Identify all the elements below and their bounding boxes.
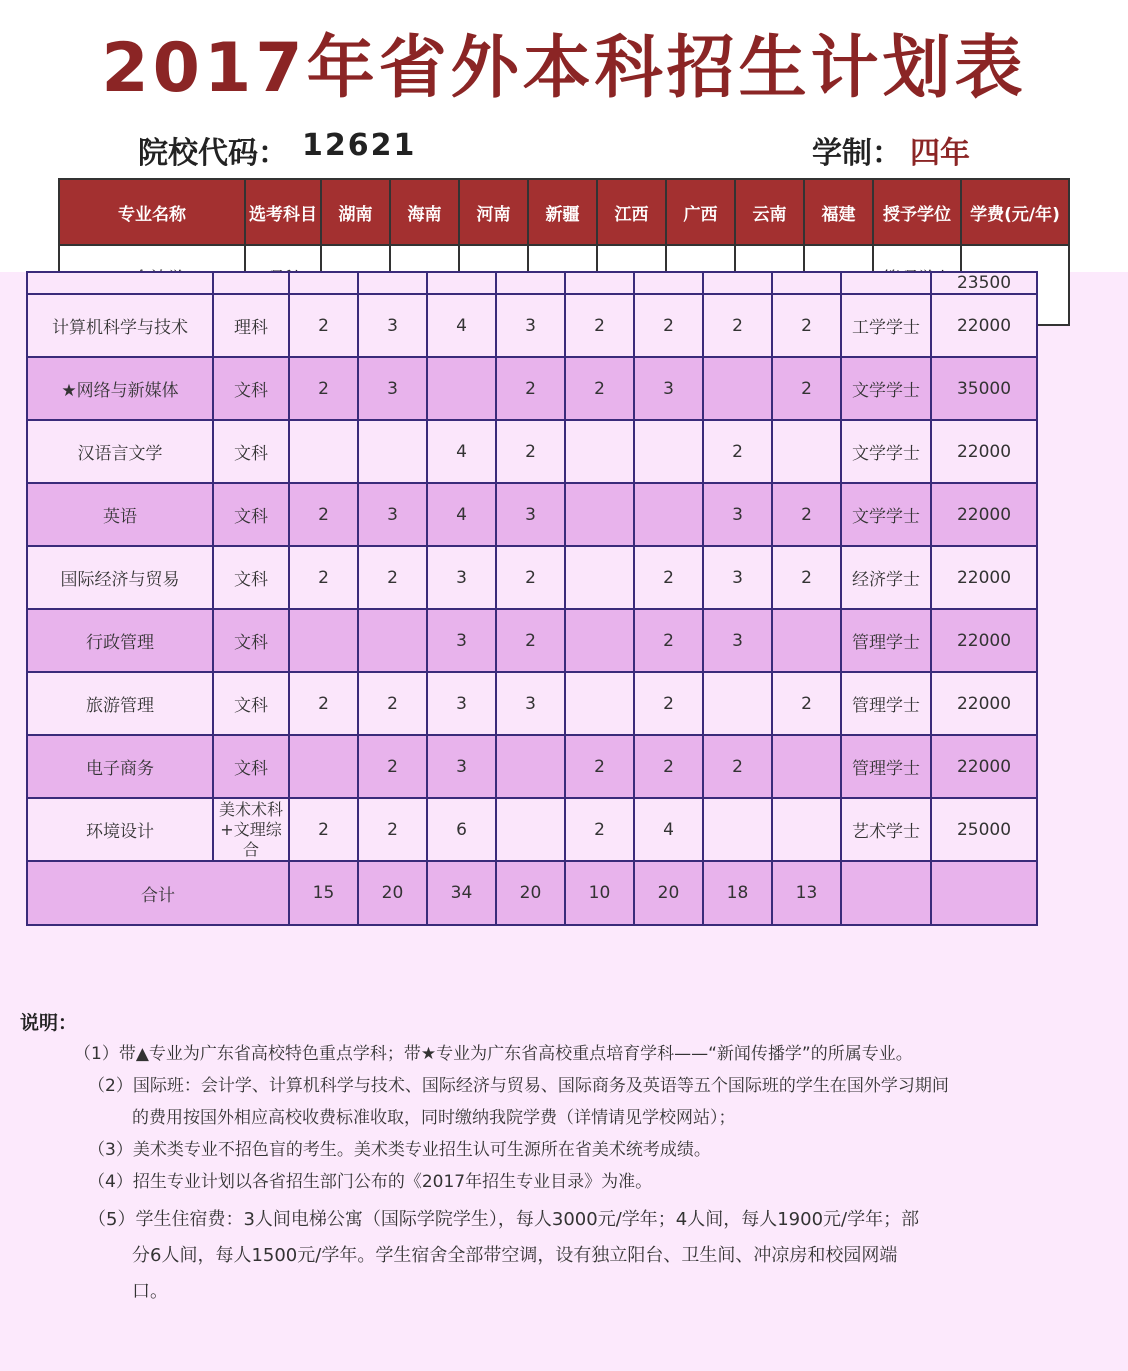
major-cell: 国际经济与贸易 <box>27 546 213 609</box>
fee-cell: 22000 <box>931 483 1037 546</box>
header-cell: 专业名称 <box>59 179 245 245</box>
quota-cell: 2 <box>772 357 841 420</box>
major-cell: ★网络与新媒体 <box>27 357 213 420</box>
quota-cell: 2 <box>772 294 841 357</box>
total-cell: 18 <box>703 861 772 925</box>
quota-cell <box>289 609 358 672</box>
quota-cell <box>634 420 703 483</box>
quota-cell: 3 <box>496 483 565 546</box>
quota-cell: 2 <box>358 735 427 798</box>
fee-cell: 22000 <box>931 609 1037 672</box>
quota-cell <box>634 483 703 546</box>
header-cell: 福建 <box>804 179 873 245</box>
quota-cell: 2 <box>703 294 772 357</box>
quota-cell <box>703 357 772 420</box>
fee-cell: 35000 <box>931 357 1037 420</box>
quota-cell: 2 <box>289 798 358 861</box>
degree-cell: 文学学士 <box>841 483 931 546</box>
subject-cell: 文科 <box>213 609 289 672</box>
quota-cell <box>703 798 772 861</box>
quota-cell: 2 <box>289 294 358 357</box>
major-cell: 环境设计 <box>27 798 213 861</box>
quota-cell: 3 <box>358 294 427 357</box>
note-5-end: 口。 <box>132 1281 168 1302</box>
header-cell: 湖南 <box>321 179 390 245</box>
quota-cell: 2 <box>772 672 841 735</box>
quota-cell <box>358 420 427 483</box>
plan-table <box>26 271 1038 926</box>
header-cell: 学费(元/年) <box>961 179 1069 245</box>
empty-cell <box>931 861 1037 925</box>
header-cell: 海南 <box>390 179 459 245</box>
note-2: （2）国际班：会计学、计算机科学与技术、国际经济与贸易、国际商务及英语等五个国际班的学生在国外学习期间 <box>88 1076 949 1096</box>
quota-cell <box>565 420 634 483</box>
total-cell: 34 <box>427 861 496 925</box>
subject-cell: 文科 <box>213 357 289 420</box>
header-cell: 云南 <box>735 179 804 245</box>
quota-cell <box>703 672 772 735</box>
table-row <box>27 357 1037 420</box>
quota-cell: 3 <box>358 357 427 420</box>
quota-cell <box>565 609 634 672</box>
header-cell: 授予学位 <box>873 179 961 245</box>
quota-cell: 2 <box>496 609 565 672</box>
quota-cell: 2 <box>358 672 427 735</box>
quota-cell <box>496 798 565 861</box>
fee-cell: 22000 <box>931 672 1037 735</box>
quota-cell: 2 <box>565 798 634 861</box>
duration-label: 学制： <box>812 136 902 171</box>
total-cell: 20 <box>634 861 703 925</box>
quota-cell <box>565 546 634 609</box>
quota-cell: 3 <box>427 546 496 609</box>
table-row <box>27 609 1037 672</box>
degree-cell: 文学学士 <box>841 357 931 420</box>
fee-cell: 23500 <box>931 272 1037 294</box>
header-cell: 广西 <box>666 179 735 245</box>
degree-cell: 管理学士 <box>841 672 931 735</box>
quota-cell: 2 <box>565 735 634 798</box>
quota-cell: 6 <box>427 798 496 861</box>
notes-title: 说明： <box>20 1012 78 1034</box>
note-4: （4）招生专业计划以各省招生部门公布的《2017年招生专业目录》为准。 <box>88 1172 653 1192</box>
header-cell: 江西 <box>597 179 666 245</box>
subject-cell: 文科 <box>213 672 289 735</box>
quota-cell: 2 <box>289 672 358 735</box>
quota-cell: 3 <box>427 672 496 735</box>
quota-cell: 4 <box>427 483 496 546</box>
quota-cell: 2 <box>634 609 703 672</box>
quota-cell: 2 <box>358 798 427 861</box>
quota-cell: 2 <box>358 546 427 609</box>
header-cell: 新疆 <box>528 179 597 245</box>
quota-cell: 2 <box>634 294 703 357</box>
quota-cell <box>289 420 358 483</box>
subject-cell: 文科 <box>213 735 289 798</box>
quota-cell <box>565 672 634 735</box>
quota-cell: 3 <box>427 609 496 672</box>
quota-cell: 2 <box>289 357 358 420</box>
quota-cell: 3 <box>358 483 427 546</box>
quota-cell: 3 <box>634 357 703 420</box>
degree-cell: 文学学士 <box>841 420 931 483</box>
note-1: （1）带▲专业为广东省高校特色重点学科；带★专业为广东省高校重点培育学科——“新闻传播学”的所属专业。 <box>74 1044 913 1064</box>
degree-cell: 经济学士 <box>841 546 931 609</box>
major-cell: 电子商务 <box>27 735 213 798</box>
total-cell: 10 <box>565 861 634 925</box>
total-cell: 13 <box>772 861 841 925</box>
major-cell: 汉语言文学 <box>27 420 213 483</box>
quota-cell: 2 <box>703 735 772 798</box>
table-row <box>27 483 1037 546</box>
table-row <box>27 798 1037 861</box>
quota-cell: 4 <box>427 420 496 483</box>
quota-cell <box>358 609 427 672</box>
quota-cell: 3 <box>703 609 772 672</box>
degree-cell: 管理学士 <box>841 609 931 672</box>
major-cell: 计算机科学与技术 <box>27 294 213 357</box>
page-title: 2017年省外本科招生计划表 <box>101 29 1027 108</box>
fee-cell: 22000 <box>931 735 1037 798</box>
degree-cell: 工学学士 <box>841 294 931 357</box>
quota-cell <box>427 357 496 420</box>
fee-cell: 25000 <box>931 798 1037 861</box>
quota-cell: 3 <box>703 546 772 609</box>
total-label: 合计 <box>27 861 289 925</box>
quota-cell: 4 <box>427 294 496 357</box>
quota-cell <box>772 735 841 798</box>
subject-cell: 理科 <box>213 294 289 357</box>
table-row <box>27 735 1037 798</box>
quota-cell <box>565 483 634 546</box>
table-row <box>27 272 1037 294</box>
quota-cell: 2 <box>289 483 358 546</box>
quota-cell: 2 <box>772 546 841 609</box>
table-row <box>27 294 1037 357</box>
total-row <box>27 861 1037 925</box>
header-row <box>59 179 1069 245</box>
header-cell: 选考科目 <box>245 179 321 245</box>
subject-cell: 文科 <box>213 483 289 546</box>
quota-cell: 2 <box>565 357 634 420</box>
quota-cell: 2 <box>634 546 703 609</box>
table-row <box>27 420 1037 483</box>
note-2-cont: 的费用按国外相应高校收费标准收取，同时缴纳我院学费（详情请见学校网站）； <box>132 1108 736 1128</box>
school-code-label: 院校代码： <box>138 136 288 171</box>
major-cell: 英语 <box>27 483 213 546</box>
quota-cell: 2 <box>634 735 703 798</box>
quota-cell <box>496 735 565 798</box>
fee-cell: 22000 <box>931 420 1037 483</box>
degree-cell: 艺术学士 <box>841 798 931 861</box>
empty-cell <box>841 861 931 925</box>
note-5: （5）学生住宿费：3人间电梯公寓（国际学院学生），每人3000元/学年；4人间，每人1900元/学年；部 <box>88 1209 920 1230</box>
quota-cell: 2 <box>496 357 565 420</box>
subject-cell: 文科 <box>213 546 289 609</box>
table-row <box>27 546 1037 609</box>
subject-cell: 美术术科+文理综合 <box>213 798 289 861</box>
quota-cell: 2 <box>703 420 772 483</box>
quota-cell: 3 <box>427 735 496 798</box>
quota-cell: 2 <box>289 546 358 609</box>
total-cell: 20 <box>358 861 427 925</box>
major-cell: 旅游管理 <box>27 672 213 735</box>
total-cell: 15 <box>289 861 358 925</box>
quota-cell: 4 <box>634 798 703 861</box>
quota-cell: 3 <box>703 483 772 546</box>
quota-cell <box>772 609 841 672</box>
quota-cell: 3 <box>496 672 565 735</box>
note-3: （3）美术类专业不招色盲的考生。美术类专业招生认可生源所在省美术统考成绩。 <box>88 1140 711 1160</box>
note-5-cont: 分6人间，每人1500元/学年。学生宿舍全部带空调，设有独立阳台、卫生间、冲凉房和校园网端 <box>132 1245 898 1266</box>
degree-cell: 管理学士 <box>841 735 931 798</box>
fee-cell: 22000 <box>931 294 1037 357</box>
quota-cell: 2 <box>565 294 634 357</box>
quota-cell: 2 <box>496 546 565 609</box>
fee-cell: 22000 <box>931 546 1037 609</box>
quota-cell: 2 <box>496 420 565 483</box>
duration-value: 四年 <box>910 136 970 171</box>
quota-cell: 2 <box>772 483 841 546</box>
table-row <box>27 672 1037 735</box>
header-cell: 河南 <box>459 179 528 245</box>
total-cell: 20 <box>496 861 565 925</box>
quota-cell <box>772 420 841 483</box>
quota-cell: 2 <box>634 672 703 735</box>
subject-cell: 文科 <box>213 420 289 483</box>
quota-cell: 3 <box>496 294 565 357</box>
quota-cell <box>289 735 358 798</box>
major-cell: 行政管理 <box>27 609 213 672</box>
school-code: 12621 <box>302 128 417 163</box>
quota-cell <box>772 798 841 861</box>
